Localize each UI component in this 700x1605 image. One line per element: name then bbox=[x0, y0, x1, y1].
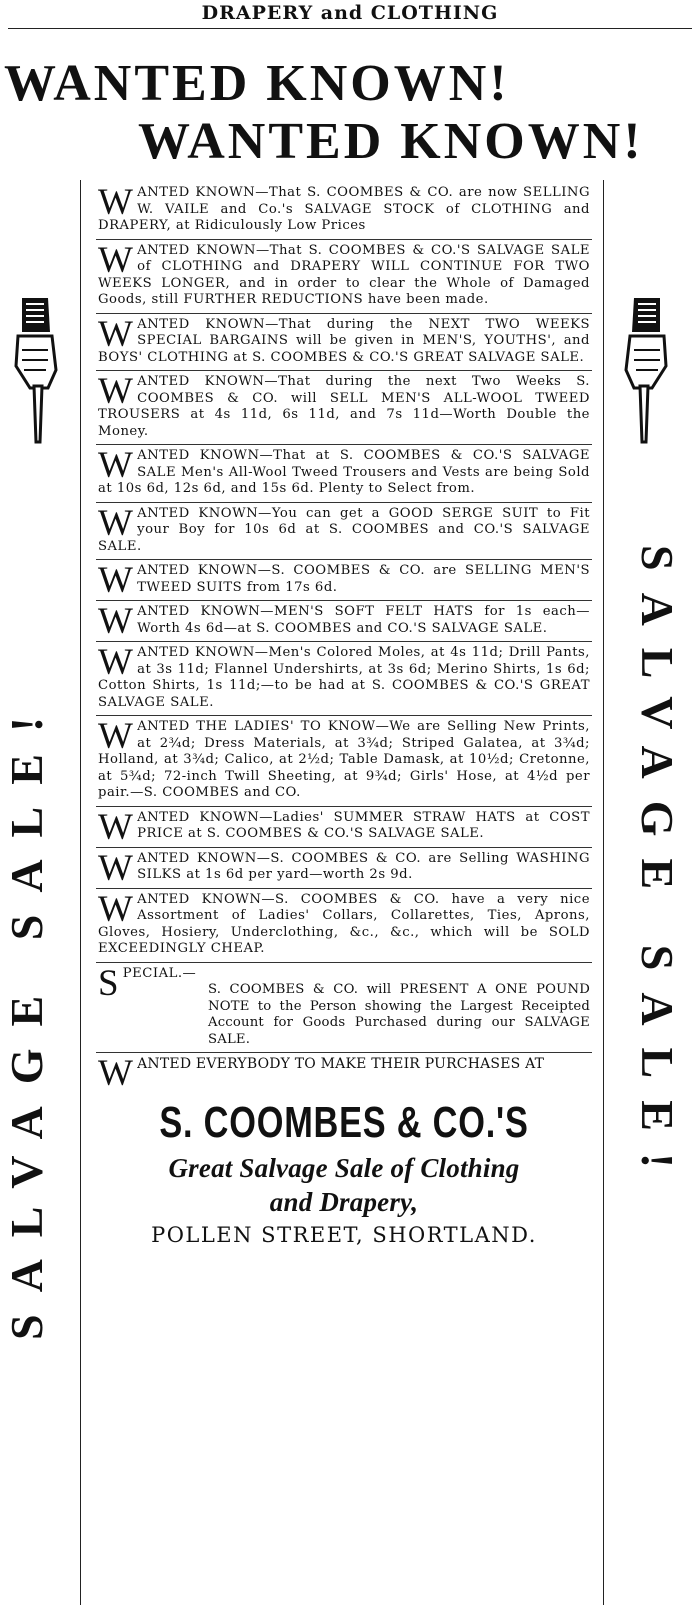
notice-column bbox=[96, 182, 592, 1248]
notice-text: ANTED KNOWN—Men's Colored Moles, at 4s 11d; Drill Pants, at 3s 11d; Flannel Undershirts, at 3s 6d; Merino Shirts, 1s 6d; Cotton Shirts, 1s 11d;—to be had at S. COOMBES & CO.'S GREAT SALVAGE SALE. bbox=[98, 645, 590, 710]
section-header: DRAPERY and CLOTHING bbox=[201, 2, 499, 24]
drop-cap: W bbox=[98, 716, 134, 757]
drop-cap: S bbox=[98, 962, 119, 1004]
drop-cap: W bbox=[98, 601, 134, 642]
notice-text: ANTED KNOWN—That during the NEXT TWO WEEKS SPECIAL BARGAINS will be given in MEN'S, YOUTHS', and BOYS' CLOTHING at S. COOMBES & CO.'S GREAT SALVAGE SALE. bbox=[98, 316, 590, 365]
column-rule-left bbox=[80, 180, 81, 1605]
notice-text: ANTED THE LADIES' TO KNOW—We are Selling New Prints, at 2¾d; Dress Materials, at 3¾d; Striped Galatea, at 3¾d; Holland, at 3¾d; Calico, at 2½d; Table Damask, at 10½d; Cretonne, at 5¾d; 72-inch Twill Sheeting, at 9¾d; Girls' Hose, at 4½d per pair.—S. COOMBES and CO. bbox=[98, 719, 590, 800]
notice-item bbox=[96, 182, 592, 240]
vertical-banner-right: SALVAGE SALE! bbox=[632, 545, 683, 1191]
notice-text: ANTED KNOWN—That at S. COOMBES & CO.'S SALVAGE SALE Men's All-Wool Tweed Trousers and Vests are being Sold at 10s 6d, 12s 6d, and 15s 6d. Plenty to Select from. bbox=[98, 448, 590, 496]
drop-cap: W bbox=[98, 502, 134, 544]
notice-text: ANTED KNOWN—That during the next Two Weeks S. COOMBES & CO. will SELL MEN'S ALL-WOOL TWEED TROUSERS at 4s 11d, 6s 11d, and 7s 11d—Worth Double the Money. bbox=[98, 374, 590, 439]
closing-notice bbox=[96, 1053, 592, 1248]
drop-cap: W bbox=[98, 847, 134, 889]
notice-text: ANTED KNOWN—That S. COOMBES & CO. are now SELLING W. VAILE and Co.'s SALVAGE STOCK of CLOTHING and DRAPERY, at Ridiculously Low Prices bbox=[98, 185, 590, 233]
notice-item bbox=[96, 371, 592, 445]
header-rule bbox=[8, 28, 692, 29]
drop-cap: W bbox=[98, 445, 134, 486]
notice-item bbox=[96, 314, 592, 372]
notice-item bbox=[96, 716, 592, 807]
notice-text: ANTED KNOWN—MEN'S SOFT FELT HATS for 1s each—Worth 4s 6d—at S. COOMBES and CO.'S SALVAGE SALE. bbox=[137, 604, 590, 636]
notice-item bbox=[96, 807, 592, 848]
tagline-line-1: Great Salvage Sale of Clothing bbox=[168, 1153, 520, 1183]
notice-item bbox=[96, 445, 592, 503]
vertical-banner-left: SALVAGE SALE! bbox=[1, 694, 52, 1340]
notice-text: ANTED KNOWN—That S. COOMBES & CO.'S SALVAGE SALE of CLOTHING and DRAPERY WILL CONTINUE FOR TWO WEEKS LONGER, and in order to clear the Whole of Damaged Goods, still FURTHER REDUCTIONS have been made. bbox=[98, 242, 590, 307]
notice-item bbox=[96, 601, 592, 642]
headline-wanted-known-1: WANTED KNOWN! bbox=[4, 55, 510, 112]
notice-text: ANTED KNOWN—S. COOMBES & CO. have a very nice Assortment of Ladies' Collars, Collarettes, Ties, Aprons, Gloves, Hosiery, Underclothing, &c., &c., which will be SOLD EXCEEDINGLY CHEAP. bbox=[98, 891, 590, 956]
notice-item bbox=[96, 889, 592, 963]
brand-name: S. COOMBES & CO.'S bbox=[159, 1098, 529, 1147]
drop-cap: W bbox=[98, 371, 134, 412]
headline-wanted-known-2: WANTED KNOWN! bbox=[138, 113, 644, 170]
store-address: POLLEN STREET, SHORTLAND. bbox=[151, 1223, 537, 1247]
special-notice bbox=[96, 963, 592, 1054]
pointing-hand-icon bbox=[8, 296, 60, 446]
drop-cap: W bbox=[98, 560, 134, 601]
drop-cap: W bbox=[98, 642, 134, 683]
drop-cap: W bbox=[98, 239, 134, 281]
drop-cap: W bbox=[98, 313, 134, 355]
drop-cap: W bbox=[98, 806, 134, 848]
notice-text: ANTED KNOWN—Ladies' SUMMER STRAW HATS at COST PRICE at S. COOMBES & CO.'S SALVAGE SALE. bbox=[137, 809, 590, 841]
notice-item bbox=[96, 642, 592, 716]
notice-text: ANTED KNOWN—S. COOMBES & CO. are Selling WASHING SILKS at 1s 6d per yard—worth 2s 9d. bbox=[137, 850, 590, 882]
notice-item bbox=[96, 848, 592, 889]
notice-item bbox=[96, 240, 592, 314]
notice-item bbox=[96, 503, 592, 561]
notice-text: ANTED KNOWN—S. COOMBES & CO. are SELLING MEN'S TWEED SUITS from 17s 6d. bbox=[137, 563, 590, 595]
drop-cap: W bbox=[98, 1053, 134, 1094]
notice-text: ANTED KNOWN—You can get a GOOD SERGE SUIT to Fit your Boy for 10s 6d at S. COOMBES and CO.'S SALVAGE SALE. bbox=[98, 505, 590, 554]
closing-lead: ANTED EVERYBODY TO MAKE THEIR PURCHASES AT bbox=[137, 1056, 545, 1072]
special-body: S. COOMBES & CO. will PRESENT A ONE POUND NOTE to the Person showing the Largest Receipted Account for Goods Purchased during our SALVAGE SALE. bbox=[208, 982, 590, 1047]
tagline-line-2: and Drapery, bbox=[269, 1187, 419, 1217]
pointing-hand-icon bbox=[622, 296, 674, 446]
drop-cap: W bbox=[98, 888, 134, 930]
special-heading: PECIAL.— bbox=[122, 965, 197, 981]
column-rule-right bbox=[603, 180, 604, 1605]
notice-item bbox=[96, 560, 592, 601]
drop-cap: W bbox=[98, 182, 134, 223]
